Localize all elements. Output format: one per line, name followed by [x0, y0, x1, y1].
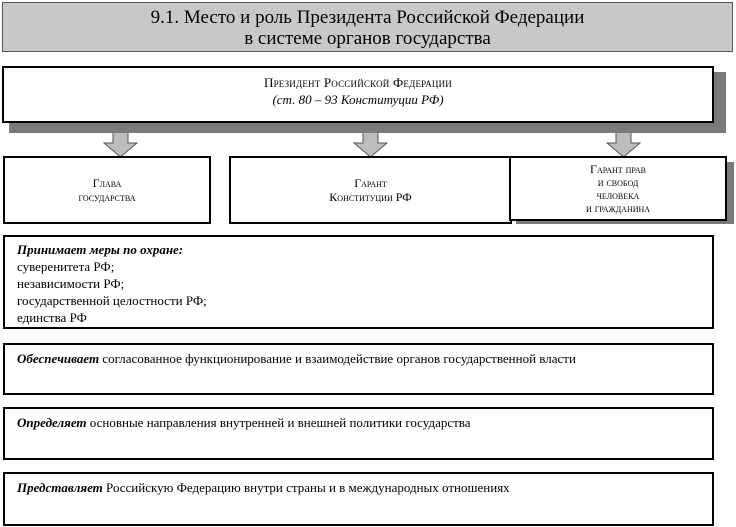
protection-item: независимости РФ; — [17, 276, 125, 291]
function-determines-box — [3, 407, 714, 460]
president-title: Президент Российской Федерации — [263, 75, 453, 90]
role-line: государства — [78, 190, 136, 204]
role-line: Конституции РФ — [329, 190, 412, 204]
role-constitution-guarantor — [229, 156, 512, 224]
arrow-to-head-of-state — [104, 130, 137, 157]
protection-heading: Принимает меры по охране: — [17, 242, 184, 257]
protection-item: единства РФ — [17, 310, 87, 325]
function-verb: Определяет — [17, 415, 87, 430]
title-line-2: в системе органов государства — [244, 28, 491, 49]
role-rights-guarantor — [509, 156, 727, 221]
role-line: Глава — [92, 176, 122, 190]
function-verb: Обеспечивает — [17, 351, 100, 366]
function-text: Российскую Федерацию внутри страны и в международных отношениях — [102, 480, 510, 495]
function-ensures-box — [3, 343, 714, 395]
title-line-1: 9.1. Место и роль Президента Российской Федерации — [150, 7, 585, 28]
president-box — [2, 66, 714, 123]
function-verb: Представляет — [17, 480, 103, 495]
role-line: и гражданина — [585, 200, 651, 215]
arrow-to-rights-guarantor — [607, 130, 640, 157]
function-represents-box — [3, 472, 714, 526]
role-line: Гарант прав — [590, 161, 646, 176]
role-line: и свобод — [597, 174, 639, 189]
protection-item: суверенитета РФ; — [17, 259, 115, 274]
arrow-to-constitution-guarantor — [354, 130, 387, 157]
role-head-of-state — [3, 156, 211, 224]
constitution-reference: (ст. 80 – 93 Конституции РФ) — [272, 92, 444, 107]
role-line: человека — [596, 187, 640, 202]
function-text: основные направления внутренней и внешней политики государства — [86, 415, 471, 430]
role-line: Гарант — [354, 176, 387, 190]
function-text: согласованное функционирование и взаимодействие органов государственной власти — [99, 351, 576, 366]
protection-item: государственной целостности РФ; — [17, 293, 207, 308]
protection-measures-box — [3, 235, 714, 329]
